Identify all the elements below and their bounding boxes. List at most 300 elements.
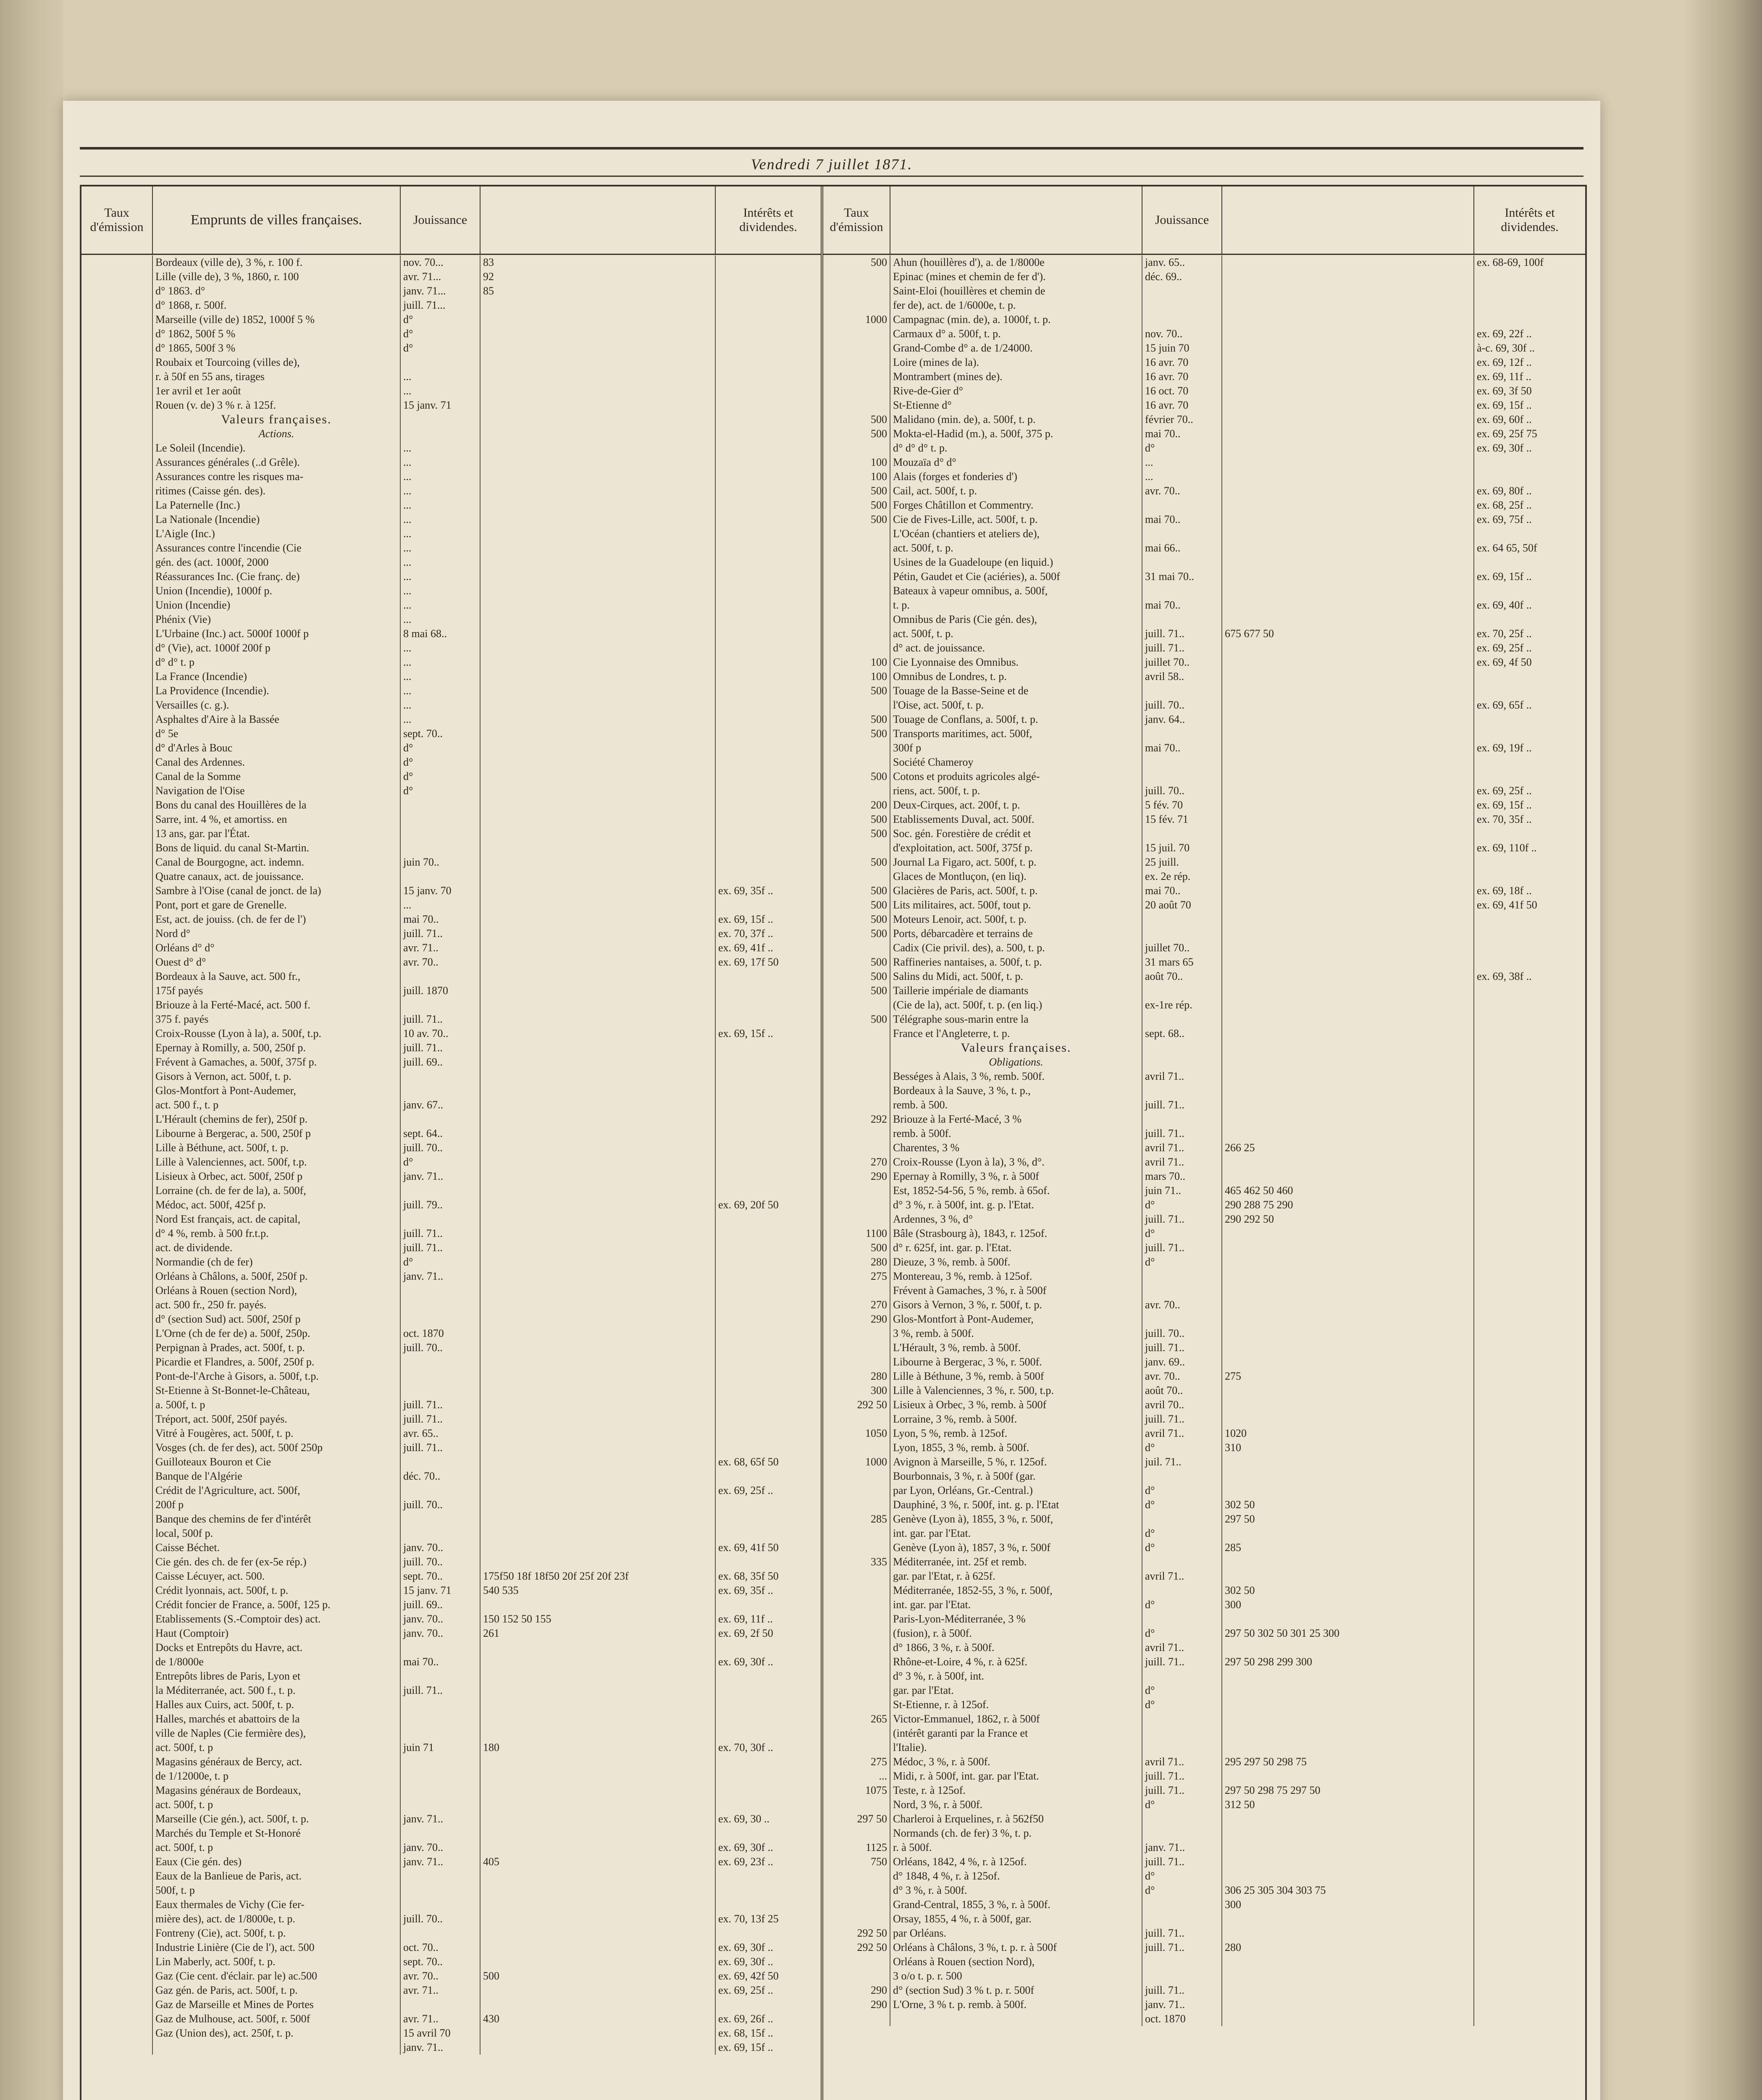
- taux-cell: 270: [823, 1155, 890, 1169]
- table-row: [81, 441, 821, 455]
- dividend-cell: [1474, 1855, 1585, 1869]
- cours-cell: 302 50: [1222, 1498, 1474, 1512]
- cours-cell: [481, 1412, 716, 1426]
- security-name: de 1/8000e: [153, 1655, 401, 1669]
- security-name: r. à 50f en 55 ans, tirages: [153, 370, 401, 384]
- empty-cell: [401, 412, 481, 427]
- table-row: [81, 1169, 821, 1184]
- security-name: act. 500f, t. p.: [890, 541, 1142, 555]
- security-name: Charleroi à Erquelines, r. à 562f50: [890, 1812, 1142, 1826]
- jouissance-cell: [401, 798, 481, 812]
- table-row: [81, 2040, 821, 2055]
- table-row: [81, 1141, 821, 1155]
- security-name: L'Hérault (chemins de fer), 250f p.: [153, 1112, 401, 1126]
- security-name: Croix-Rousse (Lyon à la), a. 500f, t.p.: [153, 1026, 401, 1041]
- security-name: riens, act. 500f, t. p.: [890, 784, 1142, 798]
- taux-cell: [823, 1912, 890, 1926]
- taux-cell: [823, 1141, 890, 1155]
- jouissance-cell: [401, 1112, 481, 1126]
- taux-cell: [823, 1669, 890, 1683]
- dividend-cell: ex. 69, 18f ..: [1477, 885, 1532, 897]
- taux-cell: 270: [823, 1298, 890, 1312]
- jouissance-cell: [401, 1755, 481, 1769]
- table-row: [81, 1940, 821, 1955]
- jouissance-cell: avr. 71..: [401, 2012, 481, 2026]
- security-name: Roubaix et Tourcoing (villes de),: [153, 355, 401, 370]
- security-name: Bordeaux à la Sauve, 3 %, t. p.,: [890, 1084, 1142, 1098]
- jouissance-cell: 16 avr. 70: [1142, 355, 1222, 370]
- taux-cell: [81, 2012, 153, 2026]
- cours-cell: [1222, 498, 1474, 512]
- security-name: Montrambert (mines de).: [890, 370, 1142, 384]
- taux-cell: 300: [823, 1383, 890, 1398]
- security-name: Est, 1852-54-56, 5 %, remb. à 65of.: [890, 1184, 1142, 1198]
- empty-cell: [1474, 1041, 1585, 1055]
- taux-cell: [823, 1126, 890, 1141]
- taux-cell: [81, 1241, 153, 1255]
- table-row: [823, 941, 1585, 955]
- cours-cell: [481, 2026, 716, 2040]
- jouissance-cell: [1142, 984, 1222, 998]
- dividend-cell: [716, 1355, 821, 1369]
- taux-cell: [823, 584, 890, 598]
- dividend-cell: [1474, 1798, 1585, 1812]
- cours-cell: [1222, 669, 1474, 684]
- table-row: [823, 627, 1585, 641]
- security-name: Salins du Midi, act. 500f, t. p.: [890, 969, 1142, 984]
- security-name: Lyon, 5 %, remb. à 125of.: [890, 1426, 1142, 1441]
- table-row: [81, 555, 821, 570]
- dividend-cell: [716, 1755, 821, 1769]
- dividend-cell: [716, 684, 821, 698]
- table-row: [823, 698, 1585, 712]
- dividend-cell: [1474, 270, 1585, 284]
- dividend-cell: [716, 1069, 821, 1084]
- security-name: Bateaux à vapeur omnibus, a. 500f,: [890, 584, 1142, 598]
- jouissance-cell: juill. 71..: [401, 1683, 481, 1698]
- cours-cell: [1222, 969, 1474, 984]
- empty-cell: [1222, 1041, 1474, 1055]
- cours-cell: [481, 1669, 716, 1683]
- cours-cell: [1222, 1526, 1474, 1541]
- jouissance-cell: 15 fév. 71: [1142, 812, 1222, 827]
- jouissance-cell: 15 avril 70: [401, 2026, 481, 2040]
- dividend-cell: [1474, 1826, 1585, 1840]
- security-name: Rhône-et-Loire, 4 %, r. à 625f.: [890, 1655, 1142, 1669]
- cours-cell: [1222, 741, 1474, 755]
- table-row: [81, 1855, 821, 1869]
- security-name: St-Etienne à St-Bonnet-le-Château,: [153, 1383, 401, 1398]
- security-name: d° (section Sud) 3 % t. p. r. 500f: [890, 1983, 1142, 1998]
- table-row: [81, 984, 821, 998]
- security-name: Orléans à Rouen (section Nord),: [890, 1955, 1142, 1969]
- cours-cell: 540 535: [481, 1583, 716, 1598]
- cours-cell: [481, 727, 716, 741]
- jouissance-cell: d°: [401, 1255, 481, 1269]
- cours-cell: [481, 755, 716, 769]
- taux-cell: 280: [823, 1369, 890, 1383]
- table-row: [81, 1740, 821, 1755]
- taux-cell: [81, 541, 153, 555]
- right-table: [823, 186, 1585, 2100]
- taux-cell: [81, 1940, 153, 1955]
- dividend-cell: ex. 70, 13f 25: [718, 1913, 779, 1925]
- dividend-cell: [1474, 1869, 1585, 1883]
- security-name: Normandie (ch de fer): [153, 1255, 401, 1269]
- taux-cell: [81, 969, 153, 984]
- taux-cell: [823, 1626, 890, 1641]
- dividend-cell: ex. 69, 110f ..: [1477, 842, 1537, 854]
- table-row: [823, 1098, 1585, 1112]
- dividend-cell: [1474, 1683, 1585, 1698]
- security-name: 300f p: [890, 741, 1142, 755]
- taux-cell: [823, 1084, 890, 1098]
- cours-cell: [481, 1369, 716, 1383]
- dividend-cell: [1474, 1226, 1585, 1241]
- security-name: Assurances contre les risques ma-: [153, 470, 401, 484]
- cours-cell: [1222, 298, 1474, 312]
- taux-cell: [81, 327, 153, 341]
- jouissance-cell: juill. 71..: [1142, 1769, 1222, 1783]
- table-row: [823, 327, 1585, 341]
- cours-cell: [1222, 684, 1474, 698]
- table-row: [81, 1626, 821, 1641]
- dividend-cell: [716, 584, 821, 598]
- taux-cell: [81, 1355, 153, 1369]
- cours-cell: [1222, 1298, 1474, 1312]
- taux-cell: [81, 1783, 153, 1798]
- jouissance-cell: janv. 70..: [401, 1612, 481, 1626]
- jouissance-cell: avr. 70..: [401, 955, 481, 969]
- cours-cell: [481, 1341, 716, 1355]
- taux-cell: [81, 1669, 153, 1683]
- cours-cell: 306 25 305 304 303 75: [1222, 1883, 1474, 1898]
- dividend-cell: [716, 1041, 821, 1055]
- security-name: Soc. gén. Forestière de crédit et: [890, 827, 1142, 841]
- dividend-cell: [1474, 1755, 1585, 1769]
- jouissance-cell: [1142, 1826, 1222, 1840]
- taux-cell: [823, 1483, 890, 1498]
- jouissance-cell: [401, 1926, 481, 1940]
- dividend-cell: ex. 64 65, 50f: [1477, 542, 1537, 554]
- taux-cell: [823, 370, 890, 384]
- cours-cell: [1222, 1084, 1474, 1098]
- security-name: Gisors à Vernon, act. 500f, t. p.: [153, 1069, 401, 1084]
- dividend-cell: ex. 69, 60f ..: [1477, 413, 1532, 425]
- table-row: [823, 1184, 1585, 1198]
- table-row: [823, 1969, 1585, 1983]
- empty-cell: [81, 427, 153, 441]
- taux-cell: [81, 827, 153, 841]
- dividend-cell: [1474, 955, 1585, 969]
- cours-cell: [1222, 1840, 1474, 1855]
- dividend-cell: [716, 284, 821, 298]
- table-row: [823, 1169, 1585, 1184]
- cours-cell: [481, 884, 716, 898]
- dividend-cell: [1474, 1998, 1585, 2012]
- table-row: [823, 1983, 1585, 1998]
- taux-cell: [81, 2026, 153, 2040]
- dividend-cell: [1474, 1455, 1585, 1469]
- security-name: Guilloteaux Bouron et Cie: [153, 1455, 401, 1469]
- dividend-cell: [716, 1241, 821, 1255]
- cours-cell: [1222, 1098, 1474, 1112]
- cours-cell: [481, 712, 716, 727]
- cours-cell: 312 50: [1222, 1798, 1474, 1812]
- taux-cell: [81, 584, 153, 598]
- cours-cell: [481, 1712, 716, 1726]
- dividend-cell: [1474, 1740, 1585, 1755]
- dividend-cell: [716, 655, 821, 669]
- jouissance-cell: 15 juil. 70: [1142, 841, 1222, 855]
- dividend-cell: ex. 68-69, 100f: [1477, 256, 1544, 268]
- taux-cell: [81, 598, 153, 612]
- empty-cell: [716, 427, 821, 441]
- jouissance-cell: mai 70..: [1142, 741, 1222, 755]
- taux-cell: [81, 1855, 153, 1869]
- jouissance-cell: ...: [401, 584, 481, 598]
- jouissance-cell: janv. 71..: [401, 1269, 481, 1284]
- cours-cell: [1222, 1284, 1474, 1298]
- table-row: [823, 1255, 1585, 1269]
- cours-cell: [481, 769, 716, 784]
- security-name: Gaz (Cie cent. d'éclair. par le) ac.500: [153, 1969, 401, 1983]
- taux-cell: [823, 1612, 890, 1626]
- dividend-cell: [716, 441, 821, 455]
- dividend-cell: ex. 69, 15f ..: [718, 1027, 773, 1040]
- dividend-cell: ex. 68, 25f ..: [1477, 499, 1532, 511]
- table-row: [823, 655, 1585, 669]
- jouissance-cell: [1142, 498, 1222, 512]
- jouissance-cell: juill. 71..: [1142, 1412, 1222, 1426]
- jouissance-cell: juill. 1870: [401, 984, 481, 998]
- dividend-cell: ex. 69, 12f ..: [1477, 356, 1532, 368]
- taux-cell: [81, 1226, 153, 1241]
- security-name: Bordeaux (ville de), 3 %, r. 100 f.: [153, 255, 401, 270]
- dividend-cell: [716, 1926, 821, 1940]
- jouissance-cell: [1142, 927, 1222, 941]
- cours-cell: [481, 1012, 716, 1026]
- table-row: [823, 1698, 1585, 1712]
- table-row: [81, 941, 821, 955]
- cours-cell: [1222, 612, 1474, 627]
- dividend-cell: ex. 69, 23f ..: [718, 1856, 773, 1868]
- cours-cell: 266 25: [1222, 1141, 1474, 1155]
- jouissance-cell: ...: [401, 384, 481, 398]
- taux-cell: [81, 1483, 153, 1498]
- security-name: d° d° t. p: [153, 655, 401, 669]
- security-name: Nord d°: [153, 927, 401, 941]
- security-name: Asphaltes d'Aire à la Bassée: [153, 712, 401, 727]
- dividend-cell: [716, 727, 821, 741]
- taux-cell: [823, 1341, 890, 1355]
- table-row: [823, 955, 1585, 969]
- jouissance-cell: déc. 69..: [1142, 270, 1222, 284]
- dividend-cell: [1474, 1269, 1585, 1284]
- security-name: 3 o/o t. p. r. 500: [890, 1969, 1142, 1983]
- table-row: [823, 1840, 1585, 1855]
- dividend-cell: [716, 498, 821, 512]
- taux-cell: [81, 1655, 153, 1669]
- cours-cell: [481, 555, 716, 570]
- security-name: Pétin, Gaudet et Cie (aciéries), a. 500f: [890, 570, 1142, 584]
- jouissance-cell: 5 fév. 70: [1142, 798, 1222, 812]
- dividend-cell: [716, 1255, 821, 1269]
- dividend-cell: [1474, 612, 1585, 627]
- cours-cell: 275: [1222, 1369, 1474, 1383]
- table-row: [823, 1441, 1585, 1455]
- cours-cell: [481, 1483, 716, 1498]
- cours-cell: 297 50 302 50 301 25 300: [1222, 1626, 1474, 1641]
- dividend-cell: ex. 70, 35f ..: [1477, 813, 1532, 825]
- jouissance-cell: avril 70..: [1142, 1398, 1222, 1412]
- dividend-cell: [716, 1512, 821, 1526]
- jouissance-cell: sept. 64..: [401, 1126, 481, 1141]
- table-row: [81, 1198, 821, 1212]
- jouissance-cell: d°: [1142, 1869, 1222, 1883]
- dividend-cell: ex. 70, 37f ..: [718, 927, 773, 940]
- dividend-cell: [1474, 1969, 1585, 1983]
- taux-cell: [823, 1355, 890, 1369]
- jouissance-cell: ...: [401, 541, 481, 555]
- jouissance-cell: d°: [1142, 1883, 1222, 1898]
- security-name: Moteurs Lenoir, act. 500f, t. p.: [890, 912, 1142, 927]
- taux-cell: [81, 1912, 153, 1926]
- jouissance-cell: 16 avr. 70: [1142, 398, 1222, 412]
- dividend-cell: ex. 69, 75f ..: [1477, 513, 1532, 525]
- security-name: d° 1863. d°: [153, 284, 401, 298]
- security-name: Méditerranée, int. 25f et remb.: [890, 1555, 1142, 1569]
- dividend-cell: ex. 69, 40f ..: [1477, 599, 1532, 611]
- security-name: Cie Lyonnaise des Omnibus.: [890, 655, 1142, 669]
- dividend-cell: [1474, 1598, 1585, 1612]
- newspaper-page: [63, 101, 1600, 2100]
- cours-cell: [481, 927, 716, 941]
- taux-cell: [81, 370, 153, 384]
- taux-cell: [81, 484, 153, 498]
- taux-cell: [823, 1883, 890, 1898]
- cours-cell: [481, 312, 716, 327]
- table-row: [823, 869, 1585, 884]
- table-row: [823, 1069, 1585, 1084]
- taux-cell: 500: [823, 484, 890, 498]
- table-row: [823, 498, 1585, 512]
- taux-cell: [81, 1141, 153, 1155]
- taux-cell: [81, 1826, 153, 1840]
- table-row: [823, 827, 1585, 841]
- table-row: [81, 341, 821, 355]
- jouissance-cell: 31 mai 70..: [1142, 570, 1222, 584]
- left-table-rows: [81, 255, 821, 2100]
- taux-cell: 100: [823, 455, 890, 470]
- taux-cell: [81, 612, 153, 627]
- dividend-cell: [1474, 1912, 1585, 1926]
- security-name: int. gar. par l'Etat.: [890, 1526, 1142, 1541]
- security-name: France et l'Angleterre, t. p.: [890, 1026, 1142, 1041]
- taux-cell: 500: [823, 927, 890, 941]
- cours-cell: [481, 1926, 716, 1940]
- dividend-cell: ex. 69, 25f ..: [718, 1484, 773, 1496]
- cours-cell: [1222, 812, 1474, 827]
- taux-cell: [823, 284, 890, 298]
- taux-cell: [81, 1112, 153, 1126]
- taux-cell: [81, 1255, 153, 1269]
- cours-cell: [481, 355, 716, 370]
- jouissance-cell: d°: [1142, 1498, 1222, 1512]
- security-name: Médoc, act. 500f, 425f p.: [153, 1198, 401, 1212]
- dividend-cell: [716, 1683, 821, 1698]
- cours-cell: [1222, 727, 1474, 741]
- dividend-cell: [1474, 1483, 1585, 1498]
- table-row: [81, 1298, 821, 1312]
- dividend-cell: [716, 1383, 821, 1398]
- table-row: [823, 1898, 1585, 1912]
- cours-cell: [1222, 1912, 1474, 1926]
- table-row: [81, 1769, 821, 1783]
- taux-cell: 500: [823, 912, 890, 927]
- security-name: Marseille (Cie gén.), act. 500f, t. p.: [153, 1812, 401, 1826]
- security-name: Glacières de Paris, act. 500f, t. p.: [890, 884, 1142, 898]
- cours-cell: [1222, 527, 1474, 541]
- cours-cell: [1222, 1612, 1474, 1626]
- security-name: Fontreny (Cie), act. 500f, t. p.: [153, 1926, 401, 1940]
- taux-cell: [823, 1969, 890, 1983]
- jouissance-cell: déc. 70..: [401, 1469, 481, 1483]
- cours-cell: [481, 812, 716, 827]
- taux-cell: 750: [823, 1855, 890, 1869]
- security-name: Epernay à Romilly, a. 500, 250f p.: [153, 1041, 401, 1055]
- dividend-cell: [1474, 769, 1585, 784]
- dividend-cell: [1474, 1583, 1585, 1598]
- security-name: L'Océan (chantiers et ateliers de),: [890, 527, 1142, 541]
- table-row: [823, 741, 1585, 755]
- dividend-cell: [716, 1098, 821, 1112]
- jouissance-cell: janv. 64..: [1142, 712, 1222, 727]
- jouissance-cell: 25 juill.: [1142, 855, 1222, 869]
- jouissance-cell: avril 71..: [1142, 1069, 1222, 1084]
- taux-cell: [81, 1883, 153, 1898]
- cours-cell: [1222, 512, 1474, 527]
- taux-cell: [81, 1198, 153, 1212]
- cours-cell: [1222, 1026, 1474, 1041]
- security-name: Teste, r. à 125of.: [890, 1783, 1142, 1798]
- jouissance-cell: avril 71..: [1142, 1755, 1222, 1769]
- dividend-cell: [716, 484, 821, 498]
- cours-cell: [1222, 1969, 1474, 1983]
- cours-cell: [481, 2040, 716, 2055]
- dividend-cell: ex. 69, 41f ..: [718, 942, 773, 954]
- table-row: [81, 812, 821, 827]
- dividend-cell: [1474, 1898, 1585, 1912]
- table-row: [823, 1555, 1585, 1569]
- table-row: [823, 427, 1585, 441]
- taux-cell: [823, 869, 890, 884]
- taux-cell: [823, 627, 890, 641]
- cours-cell: 290 288 75 290: [1222, 1198, 1474, 1212]
- table-row: [823, 341, 1585, 355]
- table-row: [823, 1826, 1585, 1840]
- cours-cell: [1222, 1326, 1474, 1341]
- taux-cell: 1100: [823, 1226, 890, 1241]
- security-name: Crédit de l'Agriculture, act. 500f,: [153, 1483, 401, 1498]
- cours-cell: [1222, 1355, 1474, 1369]
- table-row: [823, 884, 1585, 898]
- table-row: [81, 484, 821, 498]
- dividend-cell: [716, 1169, 821, 1184]
- taux-cell: 1050: [823, 1426, 890, 1441]
- security-name: Lorraine, 3 %, remb. à 500f.: [890, 1412, 1142, 1426]
- table-row: [81, 1098, 821, 1112]
